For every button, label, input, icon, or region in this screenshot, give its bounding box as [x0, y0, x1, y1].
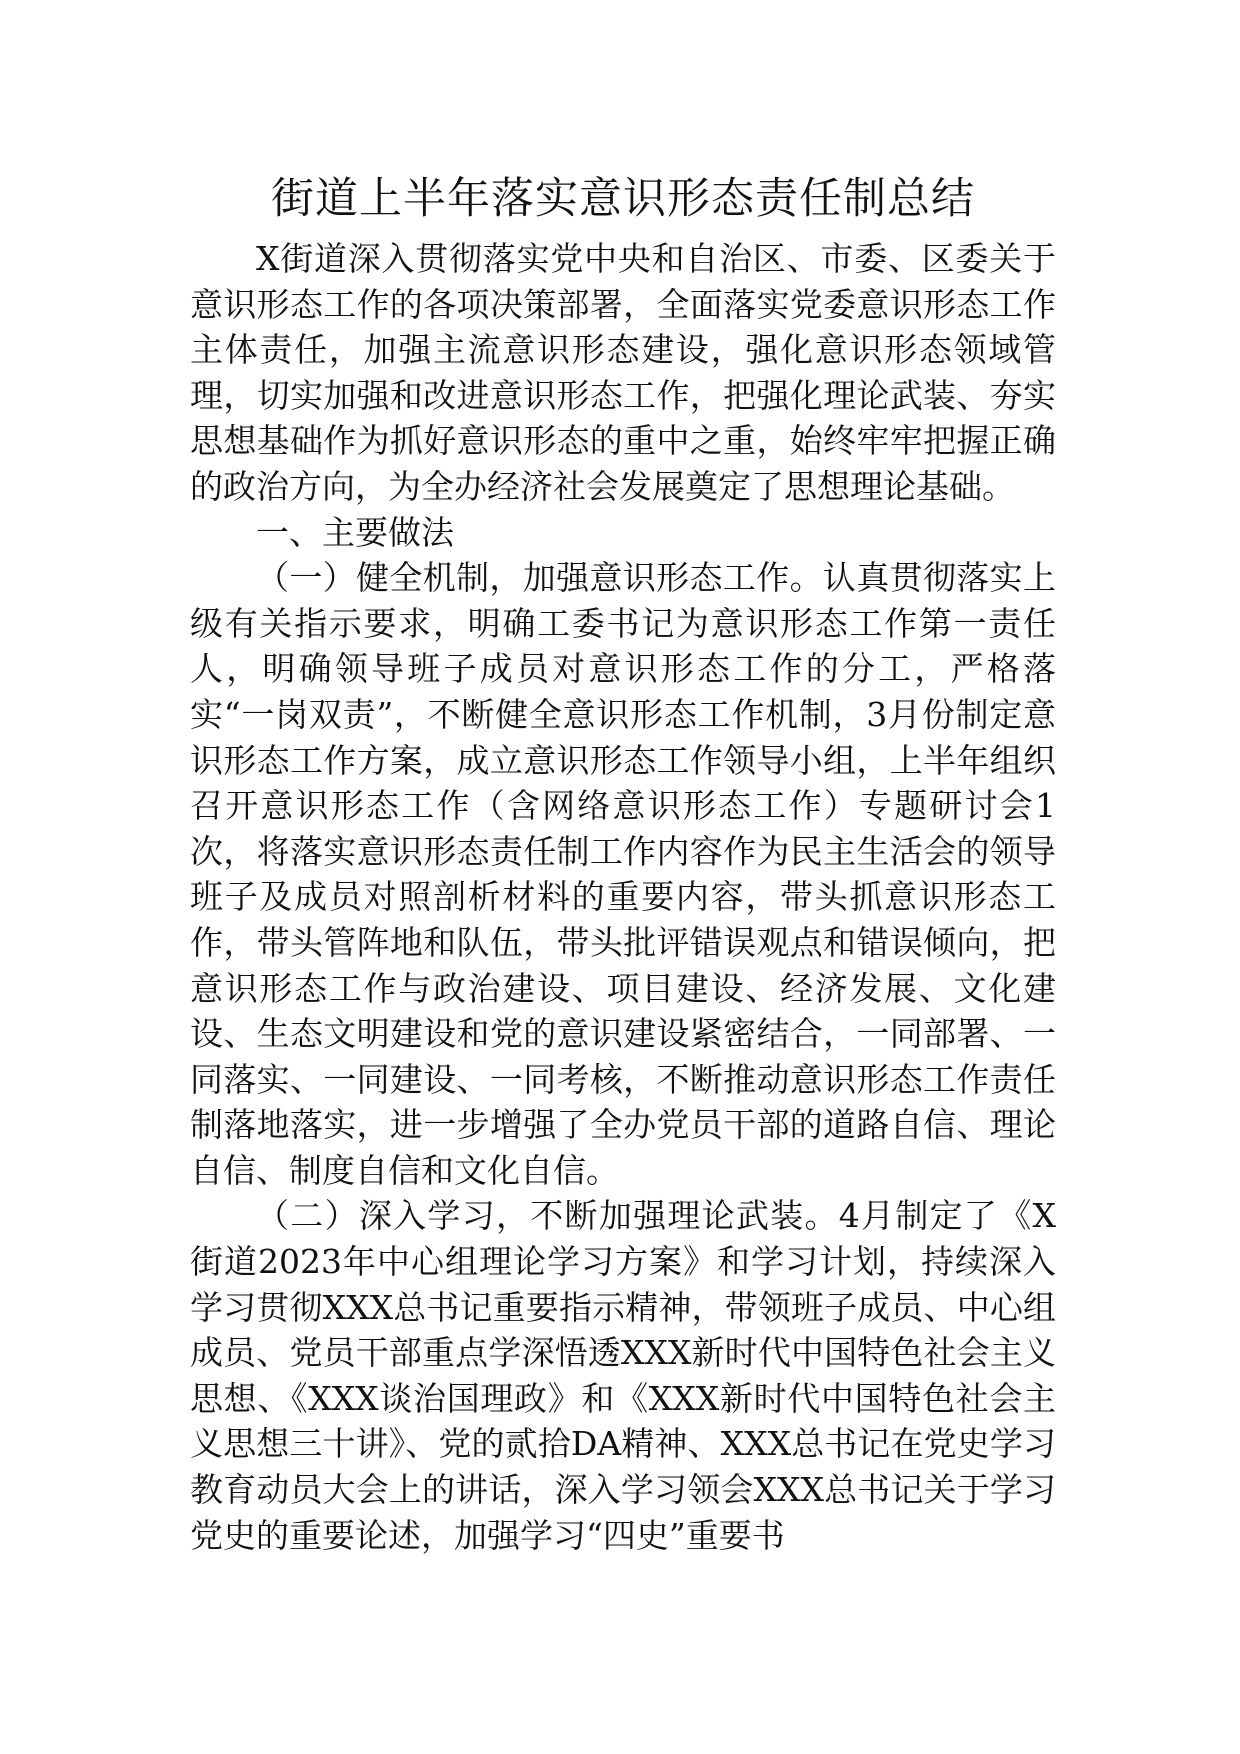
subsection-2-paragraph: （二）深入学习，不断加强理论武装。4月制定了《X街道2023年中心组理论学习方案》和学习计划，持续深入学习贯彻XXX总书记重要指示精神，带领班子成员、中心组成员、党员干部重点学深悟透XXX新时代中国特色社会主义思想、《XXX谈治国理政》和《XXX新时代中国特色社会主义思想三十讲》、党的贰拾DA精神、XXX总书记在党史学习教育动员大会上的讲话，深入学习领会XXX总书记关于学习党史的重要论述，加强学习“四史”重要书: [190, 1196, 1056, 1555]
intro-paragraph: X街道深入贯彻落实党中央和自治区、市委、区委关于意识形态工作的各项决策部署，全面落实党委意识形态工作主体责任，加强主流意识形态建设，强化意识形态领域管理，切实加强和改进意识形态工作，把强化理论武装、夯实思想基础作为抓好意识形态的重中之重，始终牢牢把握正确的政治方向，为全办经济社会发展奠定了思想理论基础。: [190, 239, 1056, 506]
document-title: 街道上半年落实意识形态责任制总结: [271, 174, 975, 224]
subsection-1-paragraph: （一）健全机制，加强意识形态工作。认真贯彻落实上级有关指示要求，明确工委书记为意识形态工作第一责任人，明确领导班子成员对意识形态工作的分工，严格落实“一岗双责”，不断健全意识形态工作机制，3月份制定意识形态工作方案，成立意识形态工作领导小组，上半年组织召开意识形态工作（含网络意识形态工作）专题研讨会1次，将落实意识形态责任制工作内容作为民主生活会的领导班子及成员对照剖析材料的重要内容，带头抓意识形态工作，带头管阵地和队伍，带头批评错误观点和错误倾向，把意识形态工作与政治建设、项目建设、经济发展、文化建设、生态文明建设和党的意识建设紧密结合，一同部署、一同落实、一同建设、一同考核，不断推动意识形态工作责任制落地落实，进一步增强了全办党员干部的道路自信、理论自信、制度自信和文化自信。: [190, 558, 1056, 1190]
document-page: [190, 168, 1056, 1558]
section-heading-main-practices: 一、主要做法: [256, 512, 454, 552]
